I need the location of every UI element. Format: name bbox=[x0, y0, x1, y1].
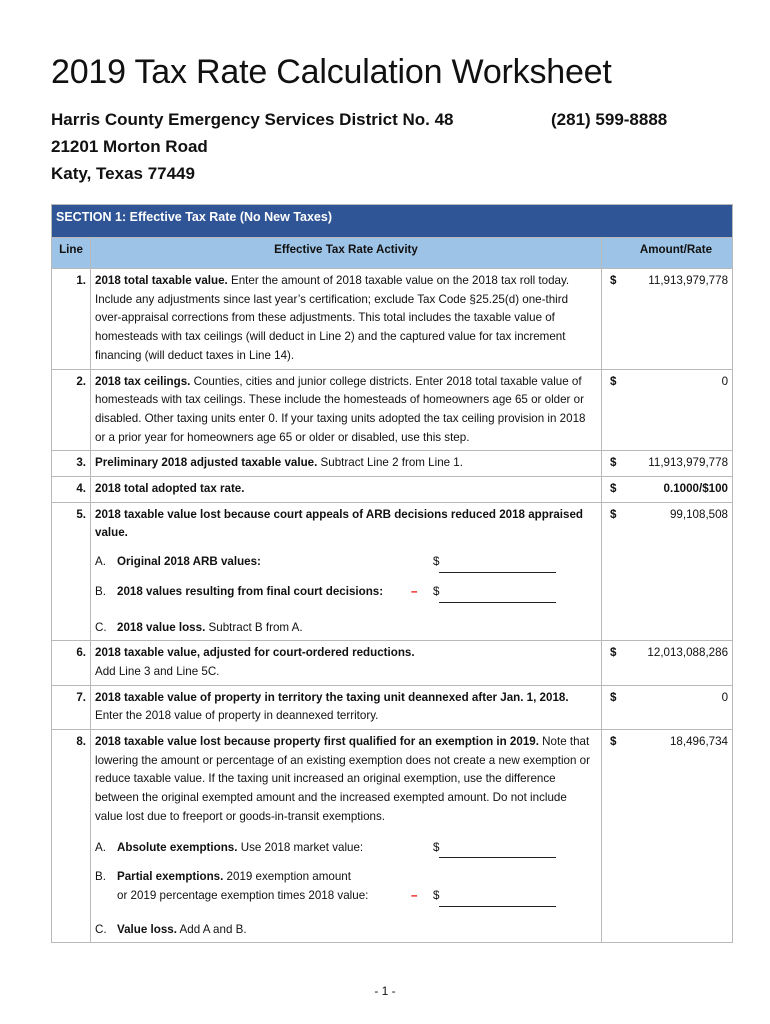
dollar-sign: $ bbox=[610, 482, 617, 496]
sub-label: 2018 value loss. bbox=[117, 620, 206, 634]
sub-letter: B. bbox=[95, 584, 106, 598]
dollar-sign: $ bbox=[433, 584, 440, 598]
line-amount: 0 bbox=[721, 374, 729, 388]
line-title: 2018 total adopted tax rate. bbox=[95, 482, 245, 496]
minus-sign: – bbox=[411, 888, 418, 902]
entity-name: Harris County Emergency Services District No. 48 bbox=[51, 110, 454, 129]
table-row bbox=[52, 641, 733, 685]
line-title: 2018 taxable value, adjusted for court-ordered reductions. bbox=[95, 646, 415, 660]
sub-label: Value loss. bbox=[117, 922, 177, 936]
line-amount: 0.1000/$100 bbox=[663, 482, 729, 496]
sub-label: 2018 values resulting from final court decisions: bbox=[117, 584, 384, 598]
line-amount-cell bbox=[602, 502, 733, 641]
line-description bbox=[91, 477, 602, 503]
line-text: Enter the amount of 2018 taxable value on the 2018 tax roll today. Include any adjustments since last year’s certification; exclude Tax Code §25.25(d) one-third over-appraisal corrections from these adjustments. This total includes the taxable value of homesteads with tax ceilings (will deduct in Line 2) and the captured value for tax increment financing (will deduct taxes in Line 14). bbox=[95, 274, 570, 362]
line-number: 3. bbox=[52, 451, 91, 477]
column-header-line: Line bbox=[52, 238, 91, 269]
line-description bbox=[91, 269, 602, 370]
sub-label: Partial exemptions. bbox=[117, 870, 224, 884]
sub-letter: B. bbox=[95, 870, 106, 884]
line-amount: 0 bbox=[721, 690, 729, 704]
line-description bbox=[91, 641, 602, 685]
line-number: 5. bbox=[52, 502, 91, 641]
sub-label: Original 2018 ARB values: bbox=[117, 555, 261, 569]
table-row bbox=[52, 369, 733, 451]
sub-letter: A. bbox=[95, 840, 106, 854]
dollar-sign: $ bbox=[610, 456, 617, 470]
page-number: - 1 - bbox=[374, 984, 396, 998]
table-row bbox=[52, 502, 733, 641]
dollar-sign: $ bbox=[610, 274, 617, 287]
table-row bbox=[52, 685, 733, 729]
line-amount: 11,913,979,778 bbox=[648, 274, 729, 287]
line-title: 2018 tax ceilings. bbox=[95, 374, 191, 388]
minus-sign: – bbox=[411, 584, 418, 598]
table-row bbox=[52, 451, 733, 477]
column-header-row bbox=[52, 238, 733, 269]
column-header-amount: Amount/Rate bbox=[602, 238, 733, 269]
line-number: 7. bbox=[52, 685, 91, 729]
dollar-sign: $ bbox=[610, 735, 617, 749]
line-number: 4. bbox=[52, 477, 91, 503]
line-title: 2018 taxable value of property in territory the taxing unit deannexed after Jan. 1, 2018. bbox=[95, 690, 569, 704]
entity-address-line1: 21201 Morton Road bbox=[51, 137, 208, 156]
entity-address-line2: Katy, Texas 77449 bbox=[51, 164, 195, 183]
sub-label: Absolute exemptions. bbox=[117, 840, 238, 854]
line-text: Note that lowering the amount or percentage of an existing exemption does not create a new exemption or reduce taxable value. If the taxing unit increased an original exemption, use the difference between the original exempted amount and the increased exempted amount. Do not include value lost due to freeport or goods-in-transit exemptions. bbox=[95, 735, 590, 823]
dollar-sign: $ bbox=[610, 690, 617, 704]
fill-in-blank[interactable] bbox=[439, 583, 556, 603]
line-description bbox=[91, 369, 602, 451]
line-title: Preliminary 2018 adjusted taxable value. bbox=[95, 456, 318, 470]
line-amount-cell bbox=[602, 477, 733, 503]
line-amount-cell bbox=[602, 269, 733, 370]
fill-in-blank[interactable] bbox=[439, 887, 556, 907]
line-description bbox=[91, 451, 602, 477]
sub-text: Use 2018 market value: bbox=[237, 840, 364, 854]
worksheet-table bbox=[51, 204, 733, 943]
line-description bbox=[91, 502, 602, 641]
sub-text: Subtract B from A. bbox=[205, 620, 303, 634]
sub-line-a bbox=[95, 839, 597, 859]
section-header-row bbox=[52, 205, 733, 238]
fill-in-blank[interactable] bbox=[439, 553, 556, 573]
line-description bbox=[91, 685, 602, 729]
line-text: Enter the 2018 value of property in deannexed territory. bbox=[95, 709, 379, 723]
line-title: 2018 taxable value lost because property first qualified for an exemption in 2019. bbox=[95, 735, 539, 749]
column-header-activity: Effective Tax Rate Activity bbox=[91, 238, 602, 269]
sub-line-b bbox=[95, 868, 597, 906]
dollar-sign: $ bbox=[433, 888, 440, 902]
line-title: 2018 total taxable value. bbox=[95, 274, 228, 287]
sub-line-c bbox=[95, 619, 597, 638]
line-amount-cell bbox=[602, 451, 733, 477]
dollar-sign: $ bbox=[610, 374, 617, 388]
sub-line-b bbox=[95, 583, 597, 603]
sub-line-c bbox=[95, 921, 597, 940]
dollar-sign: $ bbox=[433, 840, 440, 854]
sub-letter: C. bbox=[95, 922, 107, 936]
line-amount: 18,496,734 bbox=[669, 735, 729, 749]
line-number: 2. bbox=[52, 369, 91, 451]
line-number: 8. bbox=[52, 730, 91, 943]
line-amount-cell bbox=[602, 685, 733, 729]
sub-text: Add A and B. bbox=[176, 922, 247, 936]
line-text: Add Line 3 and Line 5C. bbox=[95, 664, 220, 678]
dollar-sign: $ bbox=[433, 555, 440, 569]
dollar-sign: $ bbox=[610, 646, 617, 660]
line-number: 6. bbox=[52, 641, 91, 685]
entity-phone: (281) 599-8888 bbox=[551, 110, 668, 129]
table-row bbox=[52, 477, 733, 503]
sub-letter: A. bbox=[95, 555, 106, 569]
fill-in-blank[interactable] bbox=[439, 839, 556, 859]
line-amount-cell bbox=[602, 641, 733, 685]
table-row bbox=[52, 730, 733, 943]
line-amount-cell bbox=[602, 730, 733, 943]
section-title: SECTION 1: Effective Tax Rate (No New Taxes) bbox=[52, 205, 733, 238]
line-amount: 12,013,088,286 bbox=[647, 646, 729, 660]
page-title: 2019 Tax Rate Calculation Worksheet bbox=[51, 53, 612, 91]
line-text: Subtract Line 2 from Line 1. bbox=[317, 456, 463, 470]
sub-text: or 2019 percentage exemption times 2018 value: bbox=[117, 888, 369, 902]
table-row bbox=[52, 269, 733, 370]
line-amount: 99,108,508 bbox=[669, 507, 729, 521]
line-title: 2018 taxable value lost because court appeals of ARB decisions reduced 2018 appraised value. bbox=[95, 507, 583, 540]
line-description bbox=[91, 730, 602, 943]
line-amount: 11,913,979,778 bbox=[648, 456, 729, 470]
line-text: Counties, cities and junior college districts. Enter 2018 total taxable value of homesteads with tax ceilings. These include the homesteads of homeowners age 65 or older or disabled. Other taxing units enter 0. If your taxing units adopted the tax ceiling provision in 2018 or a prior year for homeowners age 65 or older or disabled, use this step. bbox=[95, 374, 586, 444]
line-number: 1. bbox=[52, 269, 91, 370]
dollar-sign: $ bbox=[610, 507, 617, 521]
line-amount-cell bbox=[602, 369, 733, 451]
sub-line-a bbox=[95, 553, 597, 573]
sub-text: 2019 exemption amount bbox=[223, 870, 351, 884]
sub-letter: C. bbox=[95, 620, 107, 634]
